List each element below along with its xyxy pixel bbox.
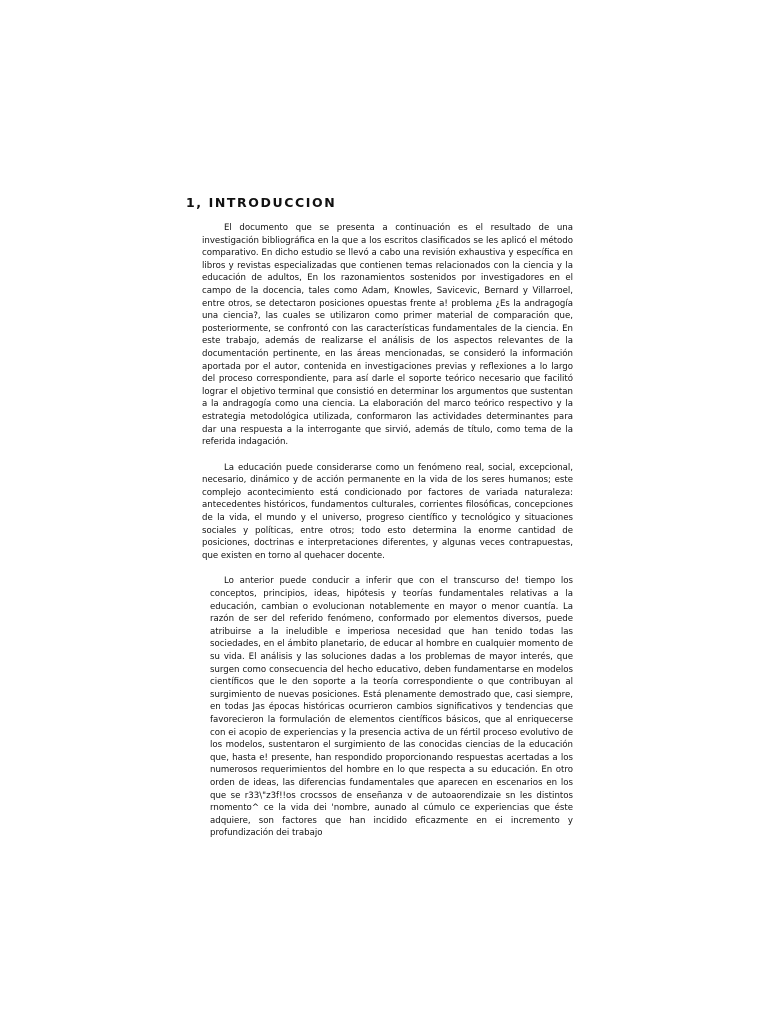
paragraph-3: Lo anterior puede conducir a inferir que con el transcurso de! tiempo los conceptos, principios, ideas, hipótesis y teorías fundamentales relativas a la educación, cambian o evolucionan notablemente en mayor o menor cuantía. La razón de ser del referido fenómeno, conformado por elementos diversos, puede atribuirse a la ineludible e imperiosa necesidad que han tenido todas las sociedades, en el ámbito planetario, de educar al hombre en cualquier momento de su vida. El análisis y las soluciones dadas a los problemas de mayor interés, que surgen como consecuencia del hecho educativo, deben fundamentarse en modelos científicos que le den soporte a la teoría correspondiente o que contribuyan al surgimiento de nuevas posiciones. Está plenamente demostrado que, casi siempre, en todas Jas épocas históricas ocurrieron cambios significativos y tendencias que favorecieron la formulación de elementos científicos básicos, que al enriquecerse con ei acopio de experiencias y la presencia activa de un fértil proceso evolutivo de los modelos, sustentaron el surgimiento de las conocidas ciencias de la educación que, hasta e! presente, han respondido proporcionando respuestas acertadas a los numerosos requerimientos del hombre en lo que respecta a su educación. En otro orden de ideas, las diferencias fundamentales que aparecen en escenarios en los que se r33\"z3f!!os crocssos de enseñanza v de autoaorendizaie sn les distintos rnomento^ ce la vida dei 'nombre, aunado al cúmulo ce experiencias que éste adquiere, son factores que han incidido eficazmente en ei incremento y profundización dei trabajo bbox=[210, 576, 573, 839]
paragraph-2: La educación puede considerarse como un fenómeno real, social, excepcional, necesario, dinámico y de acción permanente en la vida de los seres humanos; este complejo acontecimiento está condicionado por factores de variada naturaleza: antecedentes históricos, fundamentos culturales, corrientes filosóficas, concepciones de la vida, el mundo y el universo, progreso científico y tecnológico y situaciones sociales y políticas, entre otros; todo esto determina la enorme cantidad de posiciones, doctrinas e interpretaciones diferentes, y algunas veces contrapuestas, que existen en torno al quehacer docente. bbox=[202, 462, 573, 561]
body-text bbox=[202, 222, 573, 853]
section-heading: 1, INTRODUCCION bbox=[186, 195, 337, 210]
paragraph-1: El documento que se presenta a continuación es el resultado de una investigación bibliográfica en la que a los escritos clasificados se les aplicó el método comparativo. En dicho estudio se llevó a cabo una revisión exhaustiva y específica en libros y revistas especializadas que contienen temas relacionados con la ciencia y la educación de adultos, En los razonamientos sostenidos por investigadores en el campo de la docencia, tales como Adam, Knowles, Savicevic, Bernard y Villarroel, entre otros, se detectaron posiciones opuestas frente a! problema ¿Es la andragogía una ciencia?, las cuales se utilizaron como primer material de comparación que, posteriormente, se confrontó con las características fundamentales de la ciencia. En este trabajo, además de realizarse el análisis de los aspectos relevantes de la documentación pertinente, en las áreas mencionadas, se consideró la información aportada por el autor, contenida en investigaciones previas y reflexiones a lo largo del proceso correspondiente, para así darle el soporte teórico necesario que facilitó lograr el objetivo terminal que consistió en determinar los argumentos que sustentan a la andragogía como una ciencia. La elaboración del marco teórico respectivo y la estrategia metodológica utilizada, conformaron las actividades determinantes para dar una respuesta a la interrogante que sirvió, además de título, como tema de la referida indagación. bbox=[202, 223, 573, 448]
